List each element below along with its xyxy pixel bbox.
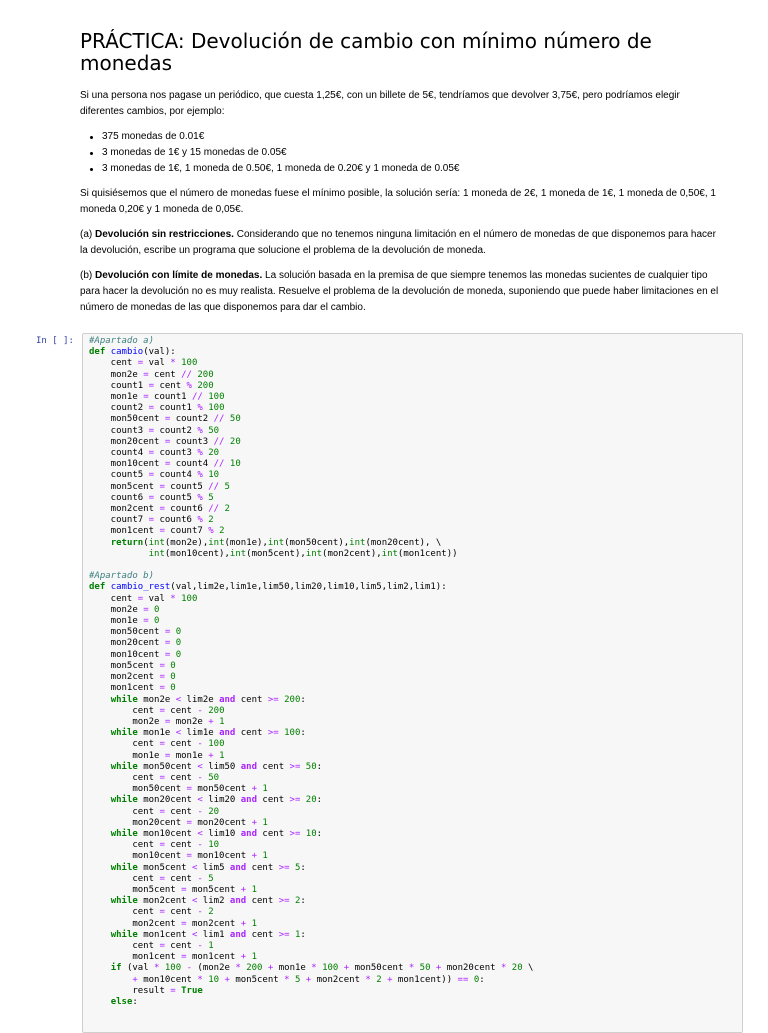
part-a-prefix: (a) — [80, 229, 95, 240]
page-title: PRÁCTICA: Devolución de cambio con mínimo número de monedas — [80, 29, 652, 75]
list-item: 3 monedas de 1€, 1 moneda de 0.50€, 1 moneda de 0.20€ y 1 moneda de 0.05€ — [102, 161, 720, 177]
part-a-heading: Devolución sin restricciones. — [95, 229, 234, 240]
examples-list — [80, 129, 720, 177]
part-a-paragraph — [80, 227, 720, 259]
intro-paragraph: Si una persona nos pagase un periódico, que cuesta 1,25€, con un billete de 5€, tendríamos que devolver 3,75€, pero podríamos elegir diferentes cambios, por ejemplo: — [80, 90, 680, 117]
list-item: 3 monedas de 1€ y 15 monedas de 0.05€ — [102, 145, 720, 161]
input-prompt: In [ ]: — [36, 336, 74, 346]
part-b-prefix: (b) — [80, 270, 95, 281]
list-item: 375 monedas de 0.01€ — [102, 129, 720, 145]
part-b-heading: Devolución con límite de monedas. — [95, 270, 263, 281]
part-a-text: Considerando que no tenemos ninguna limitación en el número de monedas de que disponemos para hacer la devolución, escribe un programa que solucione el problema de la devolución de moneda. — [80, 229, 716, 256]
part-b-paragraph — [80, 268, 720, 316]
code-block[interactable]: #Apartado a) def cambio(val): cent = val * 100 mon2e = cent // 200 count1 = cent % 200 mon1e = count1 // 100 count2 = count1 % 100 mon50cent = count2 // 50 count3 = count2 % 50 mon20cent = count3 // 20 count4 = count3 % 20 mon10cent = count4 // 10 count5 = count4 % 10 mon5cent = count5 // 5 count6 = count5 % 5 mon2cent = count6 // 2 count7 = count6 % 2 mon1cent = count7 % 2 return(int(mon2e),int(mon1e),int(mon50cent),int(mon20cent), \ int(mon10cent),int(mon5cent),int(mon2cent),int(mon1cent)) #Apartado b) def cambio_rest(val,lim2e,lim1e,lim50,lim20,lim10,lim5,lim2,lim1): cent = val * 100 mon2e = 0 mon1e = 0 mon50cent = 0 mon20cent = 0 mon10cent = 0 mon5cent = 0 mon2cent = 0 mon1cent = 0 while mon2e < lim2e and cent >= 200: cent = cent - 200 mon2e = mon2e + 1 while mon1e < lim1e and cent >= 100: cent = cent - 100 mon1e = mon1e + 1 while mon50cent < lim50 and cent >= 50: cent = cent - 50 mon50cent = mon50cent + 1 while mon20cent < lim20 and cent >= 20: cent = cent - 20 mon20cent = mon20cent + 1 while mon10cent < lim10 and cent >= 10: cent = cent - 10 mon10cent = mon10cent + 1 while mon5cent < lim5 and cent >= 5: cent = cent - 5 mon5cent = mon5cent + 1 while mon2cent < lim2 and cent >= 2: cent = cent - 2 mon2cent = mon2cent + 1 while mon1cent < lim1 and cent >= 1: cent = cent - 1 mon1cent = mon1cent + 1 if (val * 100 - (mon2e * 200 + mon1e * 100 + mon50cent * 50 + mon20cent * 20 \ + mon10cent * 10 + mon5cent * 5 + mon2cent * 2 + mon1cent)) == 0: result = True else: — [89, 336, 534, 1007]
markdown-cell — [80, 30, 720, 325]
minimum-solution-paragraph: Si quisiésemos que el número de monedas fuese el mínimo posible, la solución sería: 1 moneda de 2€, 1 moneda de 1€, 1 moneda de 0,50€, 1 moneda 0,20€ y 1 moneda de 0,05€. — [80, 188, 716, 215]
code-editor[interactable] — [82, 333, 743, 1033]
part-b-text: La solución basada en la premisa de que siempre tenemos las monedas sucientes de cualquier tipo para hacer la devolución no es muy realista. Resuelve el problema de la devolución de moneda, suponiendo que puede haber limitaciones en el número de monedas de las que disponemos para dar el cambio. — [80, 270, 719, 313]
